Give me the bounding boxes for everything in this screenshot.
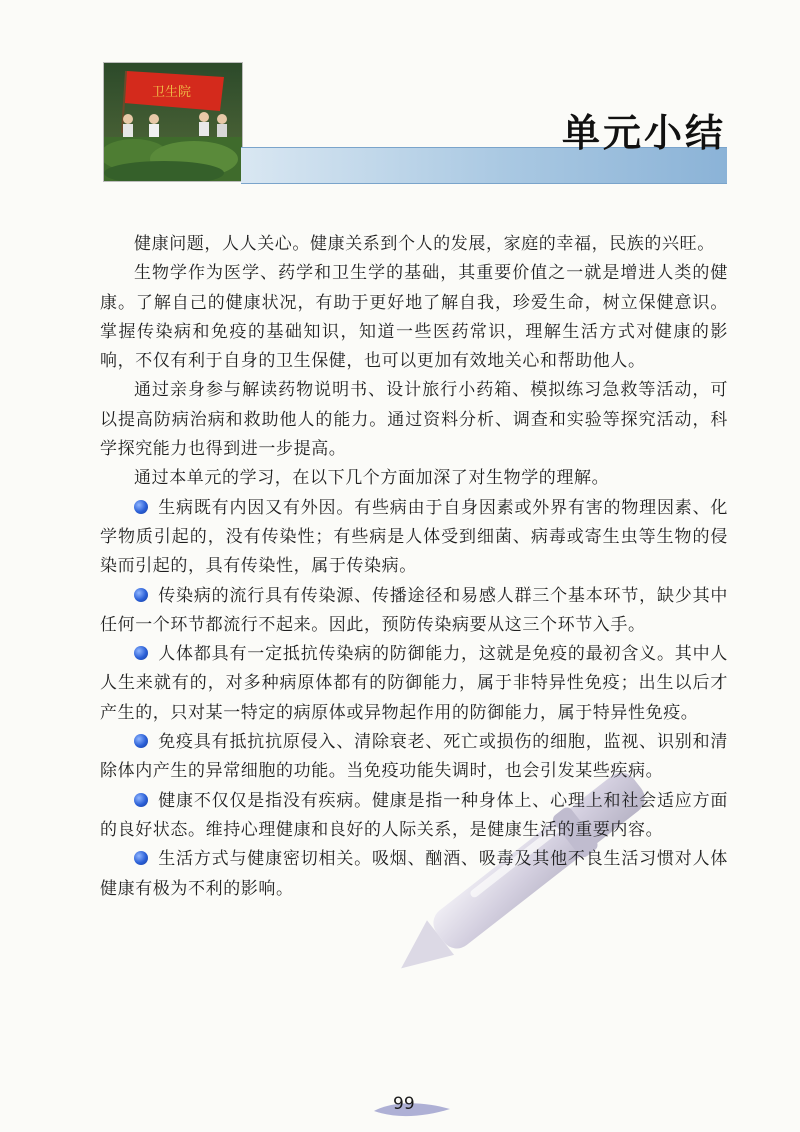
- bullet-dot-icon: [134, 734, 148, 748]
- bullet-item: [100, 787, 728, 846]
- bullet-text: 生活方式与健康密切相关。吸烟、酗酒、吸毒及其他不良生活习惯对人体健康有极为不利的影响。: [100, 849, 728, 899]
- bullet-dot-icon: [134, 588, 148, 602]
- photo-flag-scene: [104, 63, 242, 181]
- bullet-item: [100, 640, 728, 728]
- summary-content: [100, 230, 728, 904]
- bullet-dot-icon: [134, 646, 148, 660]
- paragraph: 通过亲身参与解读药物说明书、设计旅行小药箱、模拟练习急救等活动，可以提高防病治病和救助他人的能力。通过资料分析、调查和实验等探究活动，科学探究能力也得到进一步提高。: [100, 380, 728, 460]
- bullet-text: 人体都具有一定抵抗传染病的防御能力，这就是免疫的最初含义。其中人人生来就有的，对多种病原体都有的防御能力，属于非特异性免疫；出生以后才产生的，只对某一特定的病原体或异物起作用的防御能力，属于特异性免疫。: [100, 644, 728, 723]
- bullet-text: 健康不仅仅是指没有疾病。健康是指一种身体上、心理上和社会适应方面的良好状态。维持心理健康和良好的人际关系，是健康生活的重要内容。: [100, 790, 728, 840]
- bullet-item: [100, 582, 728, 641]
- bullet-text: 生病既有内因又有外因。有些病由于自身因素或外界有害的物理因素、化学物质引起的，没有传染性；有些病是人体受到细菌、病毒或寄生虫等生物的侵染而引起的，具有传染性，属于传染病。: [100, 497, 728, 577]
- bullet-dot-icon: [134, 851, 148, 865]
- photo-flag-text: 卫生院: [152, 85, 192, 100]
- bullet-text: 传染病的流行具有传染源、传播途径和易感人群三个基本环节，缺少其中任何一个环节都流行不起来。因此，预防传染病要从这三个环节入手。: [100, 585, 728, 635]
- bullet-dot-icon: [134, 793, 148, 807]
- paragraph: 通过本单元的学习，在以下几个方面加深了对生物学的理解。: [134, 468, 610, 489]
- bullet-item: [100, 728, 728, 787]
- bullet-item: [100, 494, 728, 582]
- paragraph: 健康问题，人人关心。健康关系到个人的发展，家庭的幸福，民族的兴旺。: [134, 234, 715, 254]
- bullet-item: [100, 845, 728, 904]
- page-title: 单元小结: [561, 111, 726, 155]
- paragraph: 生物学作为医学、药学和卫生学的基础，其重要价值之一就是增进人类的健康。了解自己的健康状况，有助于更好地了解自我，珍爱生命，树立保健意识。掌握传染病和免疫的基础知识，知道一些医药常识，理解生活方式对健康的影响，不仅有利于自身的卫生保健，也可以更加有效地关心和帮助他人。: [100, 263, 728, 372]
- bullet-text: 免疫具有抵抗抗原侵入、清除衰老、死亡或损伤的细胞，监视、识别和清除体内产生的异常细胞的功能。当免疫功能失调时，也会引发某些疾病。: [100, 732, 728, 782]
- page-number: 99: [393, 1094, 415, 1114]
- header-photo: [103, 62, 243, 182]
- bullet-dot-icon: [134, 500, 148, 514]
